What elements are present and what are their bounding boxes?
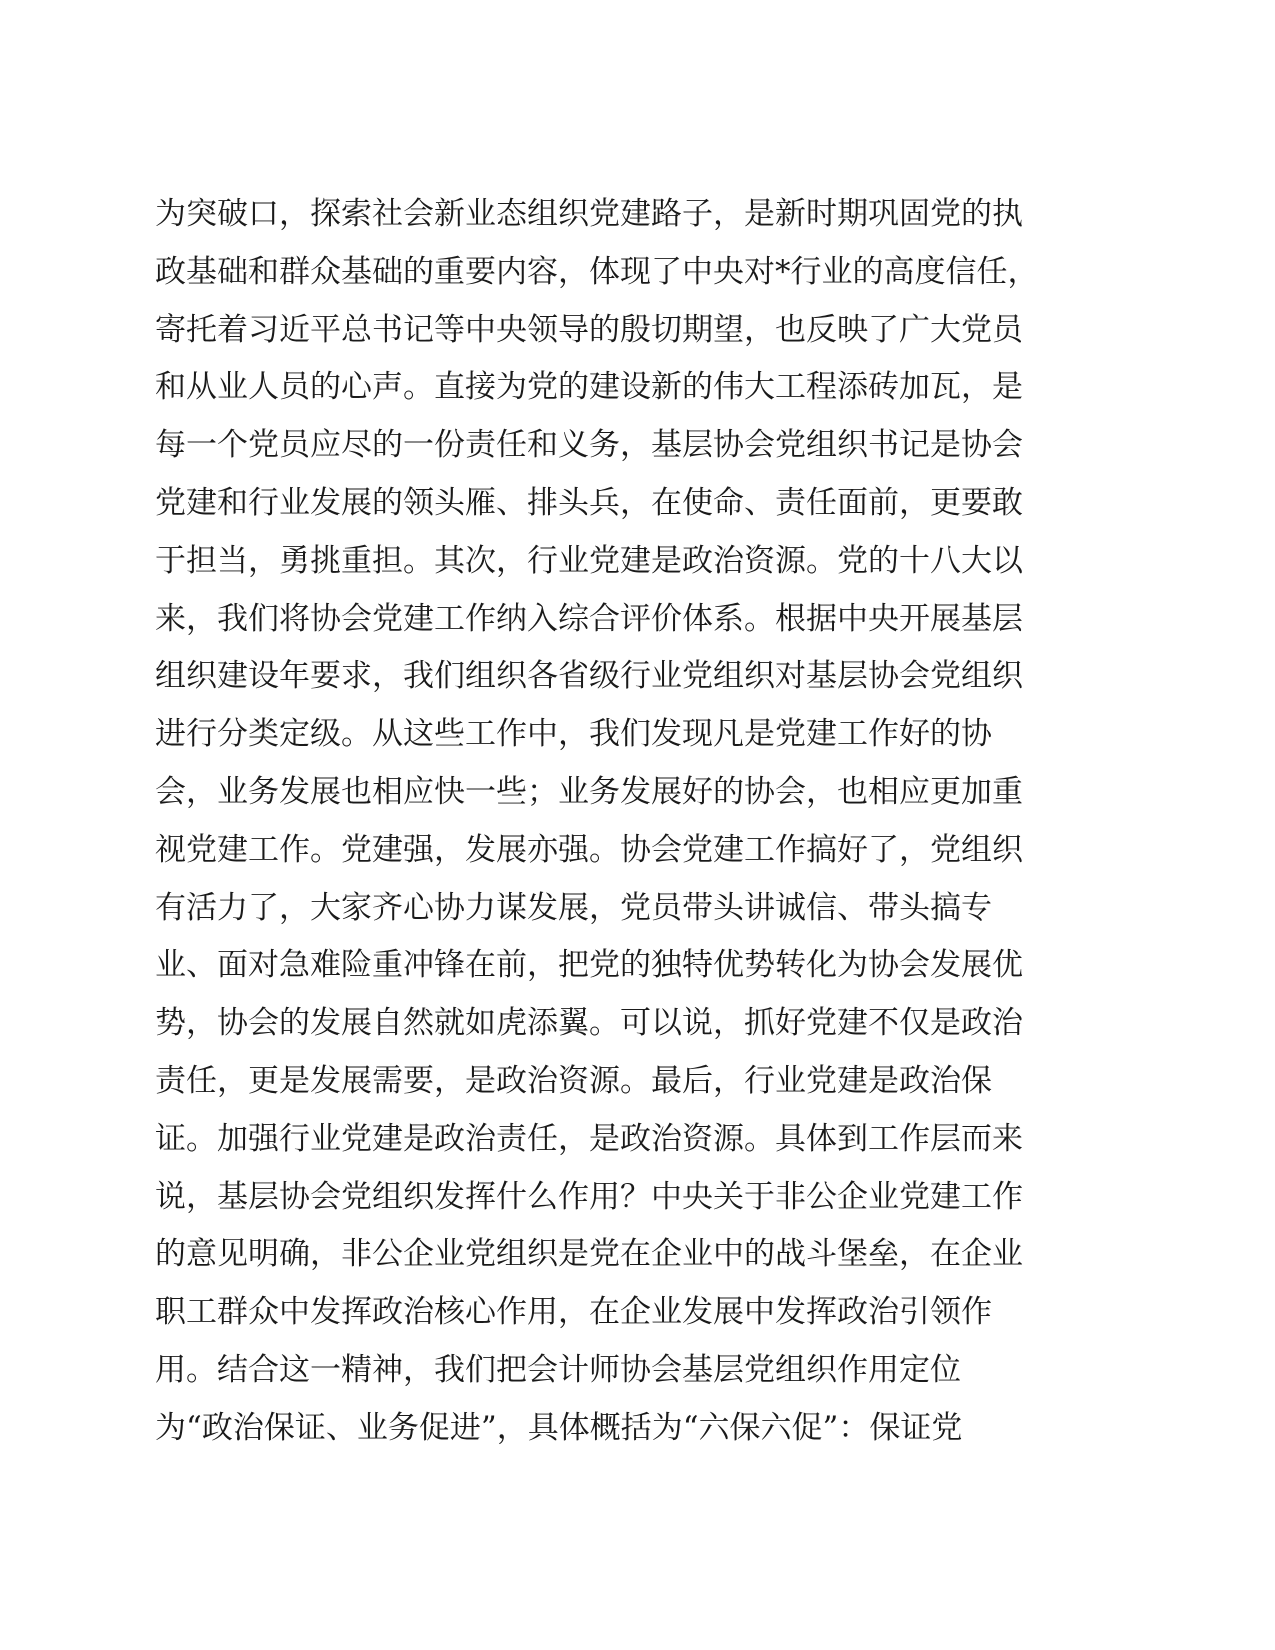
text-line-16: 责任，更是发展需要，是政治资源。最后，行业党建是政治保 bbox=[155, 1062, 992, 1099]
text-line-12: 视党建工作。党建强，发展亦强。协会党建工作搞好了，党组织 bbox=[155, 831, 1023, 868]
text-line-15: 势，协会的发展自然就如虎添翼。可以说，抓好党建不仅是政治 bbox=[155, 1005, 1023, 1042]
text-line-17: 证。加强行业党建是政治责任，是政治资源。具体到工作层而来 bbox=[155, 1120, 1023, 1157]
text-line-21: 用。结合这一精神，我们把会计师协会基层党组织作用定位 bbox=[155, 1351, 961, 1388]
text-line-18: 说，基层协会党组织发挥什么作用？中央关于非公企业党建工作 bbox=[155, 1178, 1023, 1215]
text-line-1: 为突破口，探索社会新业态组织党建路子，是新时期巩固党的执 bbox=[155, 196, 1023, 232]
body-text bbox=[155, 186, 1085, 1458]
text-line-2: 政基础和群众基础的重要内容，体现了中央对*行业的高度信任， bbox=[155, 253, 1039, 290]
text-line-5: 每一个党员应尽的一份责任和义务，基层协会党组织书记是协会 bbox=[155, 427, 1023, 464]
text-line-20: 职工群众中发挥政治核心作用，在企业发展中发挥政治引领作 bbox=[155, 1294, 992, 1331]
text-line-19: 的意见明确，非公企业党组织是党在企业中的战斗堡垒，在企业 bbox=[155, 1236, 1023, 1273]
text-line-4: 和从业人员的心声。直接为党的建设新的伟大工程添砖加瓦，是 bbox=[155, 369, 1023, 406]
text-line-11: 会，业务发展也相应快一些；业务发展好的协会，也相应更加重 bbox=[155, 773, 1023, 810]
text-line-14: 业、面对急难险重冲锋在前，把党的独特优势转化为协会发展优 bbox=[155, 947, 1023, 984]
text-line-9: 组织建设年要求，我们组织各省级行业党组织对基层协会党组织 bbox=[155, 658, 1023, 695]
text-line-13: 有活力了，大家齐心协力谋发展，党员带头讲诚信、带头搞专 bbox=[155, 889, 992, 926]
text-line-3: 寄托着习近平总书记等中央领导的殷切期望，也反映了广大党员 bbox=[155, 311, 1023, 348]
text-line-7: 于担当，勇挑重担。其次，行业党建是政治资源。党的十八大以 bbox=[155, 542, 1023, 579]
text-line-22: 为“政治保证、业务促进”，具体概括为“六保六促”：保证党 bbox=[155, 1409, 963, 1446]
text-line-8: 来，我们将协会党建工作纳入综合评价体系。根据中央开展基层 bbox=[155, 600, 1023, 637]
text-line-10: 进行分类定级。从这些工作中，我们发现凡是党建工作好的协 bbox=[155, 716, 992, 753]
text-line-6: 党建和行业发展的领头雁、排头兵，在使命、责任面前，更要敢 bbox=[155, 484, 1023, 521]
